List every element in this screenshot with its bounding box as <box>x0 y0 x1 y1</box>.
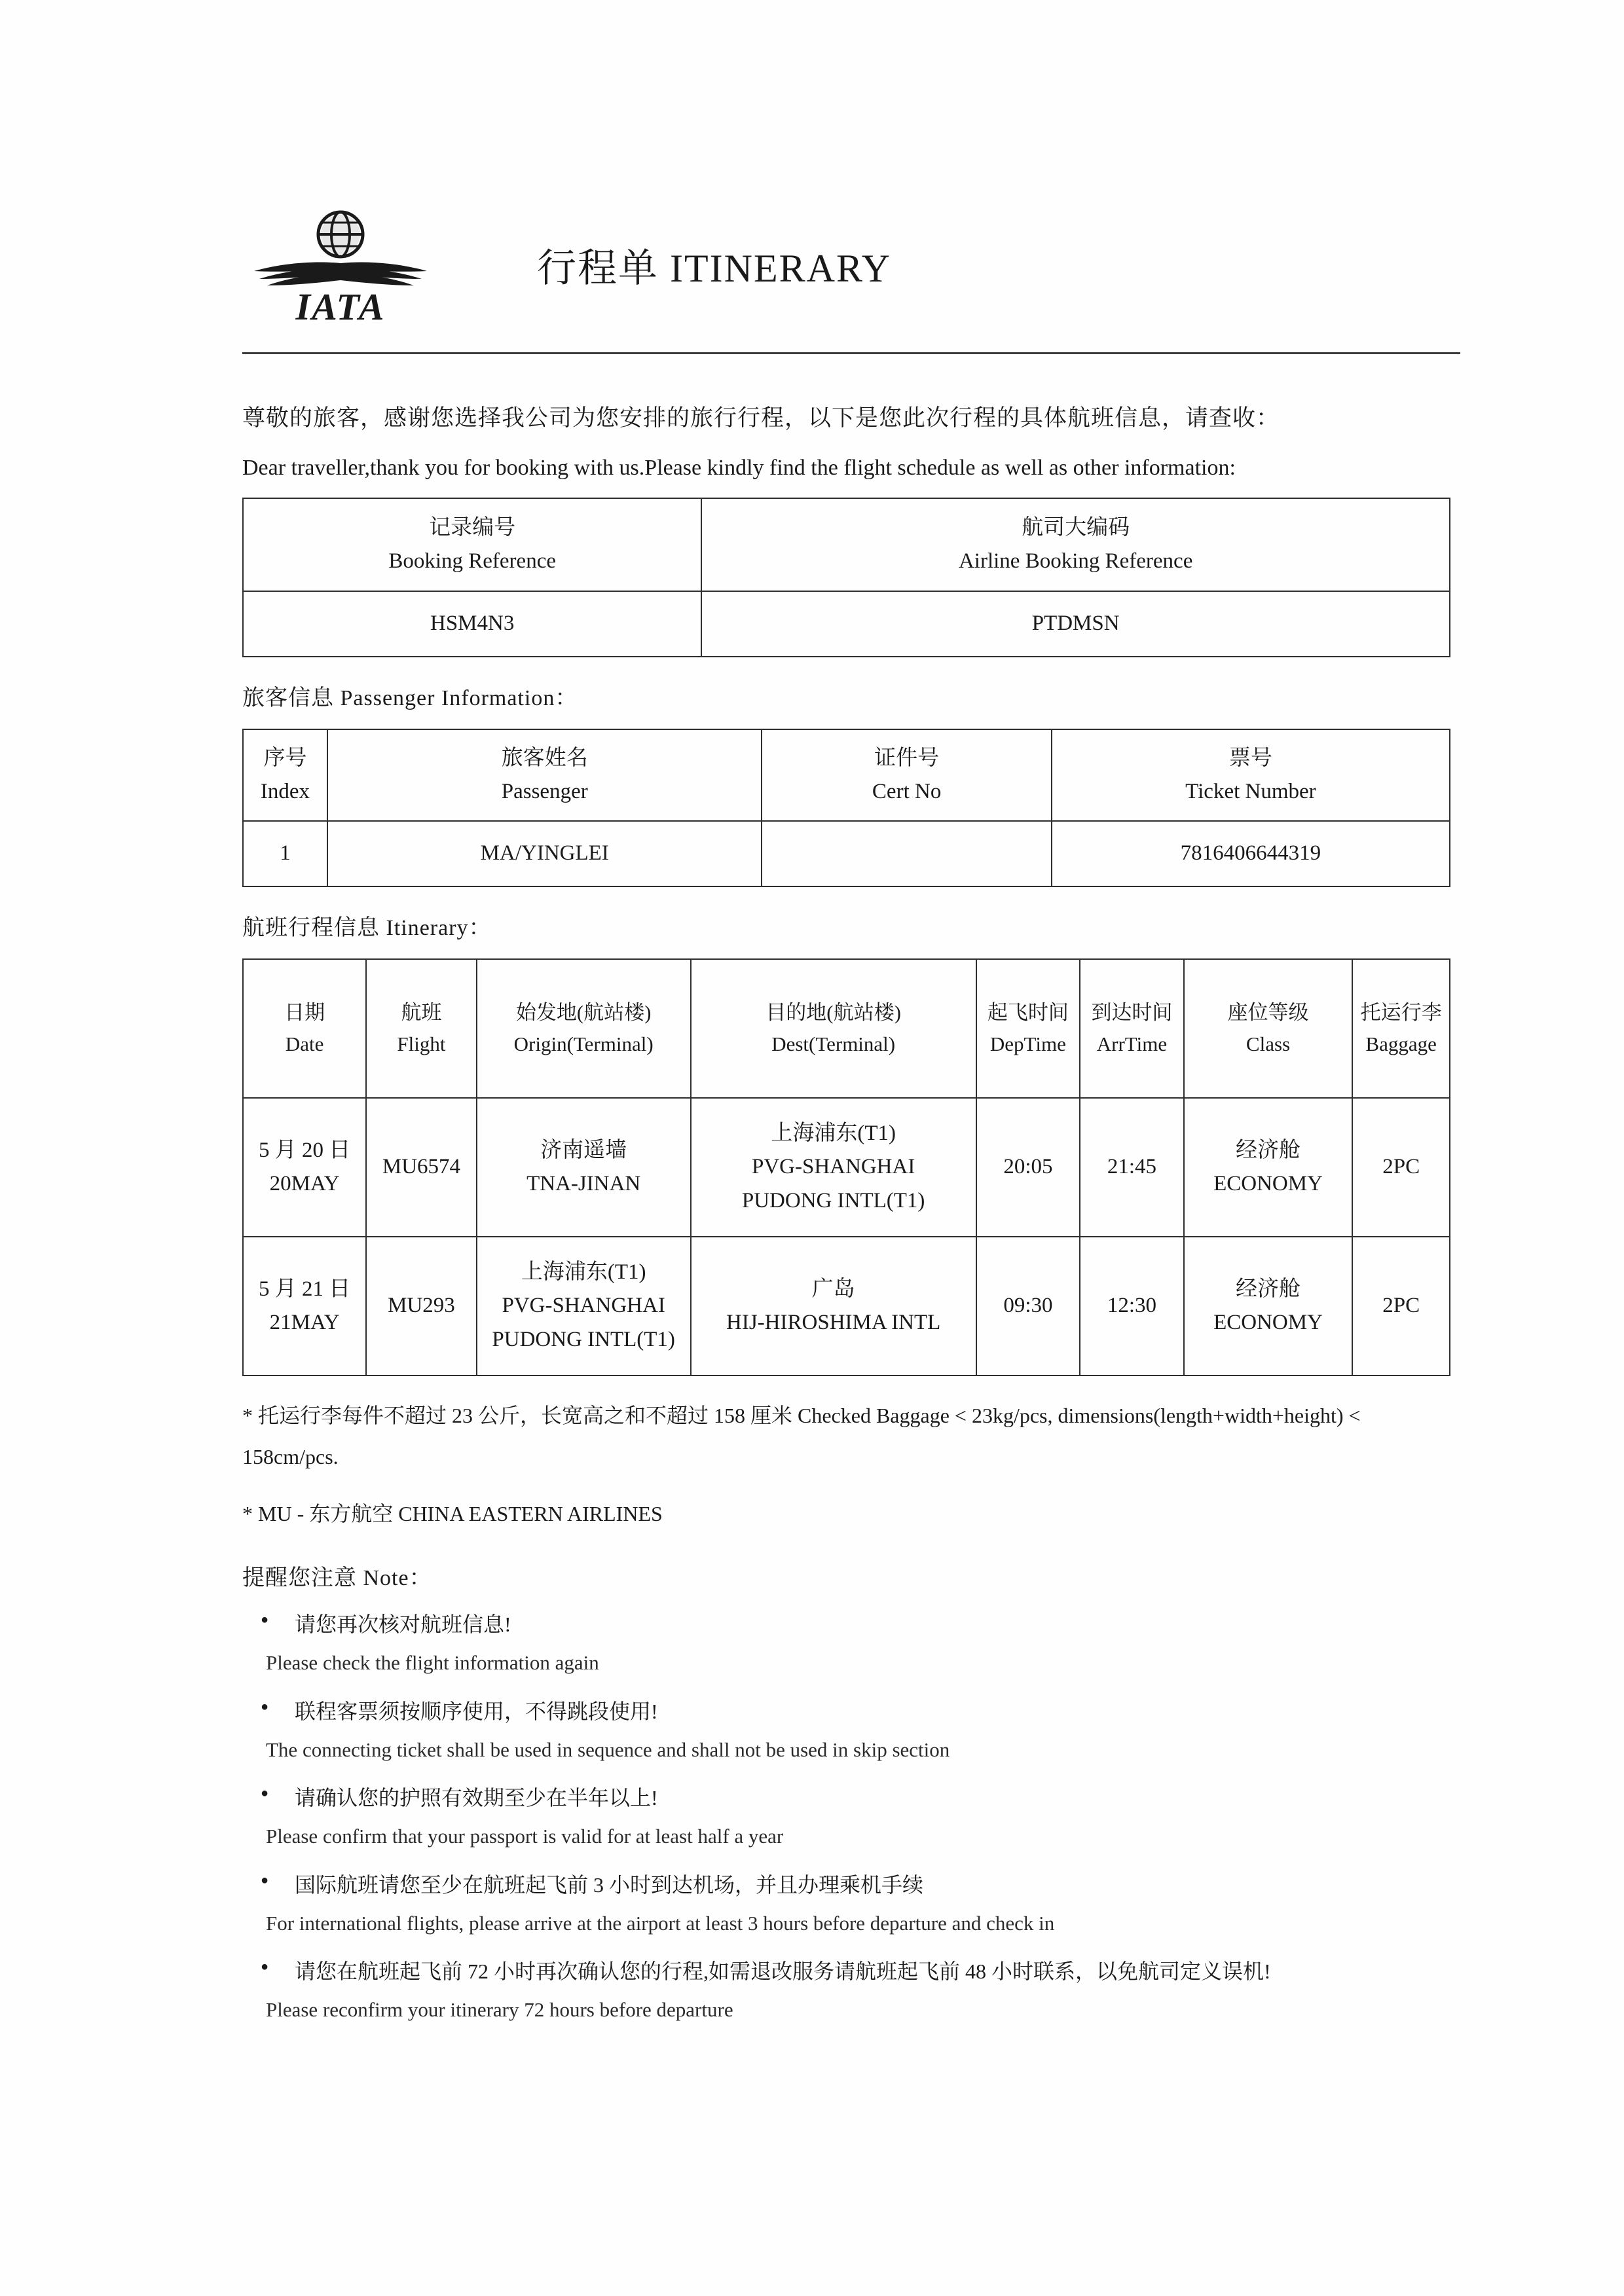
passenger-cert-header <box>762 729 1051 821</box>
itinerary-origin-en2: PUDONG INTL(T1) <box>492 1327 675 1351</box>
itinerary-origin-cell <box>477 1237 691 1376</box>
itinerary-date-cn: 5 月 20 日 <box>259 1138 351 1162</box>
itinerary-date-header-en: Date <box>285 1032 324 1055</box>
passenger-cert-header-cn: 证件号 <box>874 746 940 770</box>
list-item <box>242 1696 1460 1766</box>
itinerary-arrtime-header-en: ArrTime <box>1096 1032 1168 1055</box>
list-item <box>242 1609 1460 1679</box>
itinerary-deptime-cell: 20:05 <box>976 1098 1080 1237</box>
itinerary-date-en: 20MAY <box>269 1172 340 1195</box>
itinerary-dest-header-cn: 目的地(航站楼) <box>766 1000 901 1024</box>
note-english: Please confirm that your passport is valid for at least half a year <box>266 1825 784 1848</box>
note-chinese: ● 请您再次核对航班信息! <box>242 1609 1460 1640</box>
passenger-index-header-en: Index <box>260 780 310 803</box>
iata-logo <box>242 203 439 327</box>
booking-reference-header-en: Booking Reference <box>388 549 556 573</box>
notes-list <box>242 1609 1460 2026</box>
itinerary-flight-header <box>366 959 476 1098</box>
title-wrap <box>439 237 1460 293</box>
booking-reference-table <box>242 498 1450 657</box>
itinerary-class-cn: 经济舱 <box>1236 1138 1301 1162</box>
itinerary-arrtime-header <box>1080 959 1184 1098</box>
passenger-table <box>242 729 1450 887</box>
note-chinese: ● 请确认您的护照有效期至少在半年以上! <box>242 1782 1460 1813</box>
header-divider <box>242 352 1460 354</box>
itinerary-deptime-header <box>976 959 1080 1098</box>
itinerary-class-cn: 经济舱 <box>1236 1277 1301 1301</box>
passenger-name-header-cn: 旅客姓名 <box>501 746 588 770</box>
itinerary-origin-header <box>477 959 691 1098</box>
itinerary-origin-header-en: Origin(Terminal) <box>513 1032 654 1055</box>
itinerary-dest-header <box>691 959 976 1098</box>
airline-booking-reference-header-en: Airline Booking Reference <box>958 549 1193 573</box>
svg-text:IATA: IATA <box>295 285 386 327</box>
note-english: Please check the flight information again <box>266 1651 599 1675</box>
greeting-chinese: 尊敬的旅客，感谢您选择我公司为您安排的旅行行程，以下是您此次行程的具体航班信息，请查收： <box>242 405 1280 431</box>
itinerary-baggage-cell: 2PC <box>1352 1098 1450 1237</box>
notes-heading: 提醒您注意 Note： <box>242 1566 432 1591</box>
globe-wings-icon <box>242 203 439 327</box>
airline-booking-reference-header-cn: 航司大编码 <box>1022 515 1130 539</box>
itinerary-flight-header-en: Flight <box>397 1032 446 1055</box>
itinerary-baggage-header-en: Baggage <box>1365 1032 1437 1055</box>
itinerary-arrtime-cell: 21:45 <box>1080 1098 1184 1237</box>
booking-reference-header-cn: 记录编号 <box>429 515 516 539</box>
itinerary-flight-header-cn: 航班 <box>401 1000 442 1024</box>
list-item <box>242 1782 1460 1852</box>
airline-booking-reference-value: PTDMSN <box>701 591 1450 657</box>
itinerary-class-cell <box>1184 1237 1353 1376</box>
itinerary-class-header-en: Class <box>1246 1032 1291 1055</box>
itinerary-arrtime-header-cn: 到达时间 <box>1091 1000 1173 1024</box>
itinerary-deptime-header-en: DepTime <box>989 1032 1066 1055</box>
note-english: The connecting ticket shall be used in sequence and shall not be used in skip section <box>266 1738 950 1761</box>
passenger-name-header-en: Passenger <box>501 780 588 803</box>
passenger-cert-value <box>762 821 1051 886</box>
table-header-row <box>243 729 1450 821</box>
itinerary-flight-cell: MU293 <box>366 1237 476 1376</box>
baggage-footnote-line-1: * 托运行李每件不超过 23 公斤，长宽高之和不超过 158 厘米 Checked Baggage < 23kg/pcs, dimensions(length+width+height) < <box>242 1404 1361 1427</box>
list-item <box>242 1869 1460 1939</box>
note-chinese: ● 联程客票须按顺序使用，不得跳段使用! <box>242 1696 1460 1727</box>
itinerary-dest-cell <box>691 1098 976 1237</box>
itinerary-table <box>242 958 1450 1376</box>
itinerary-origin-cn: 济南遥墙 <box>540 1138 627 1162</box>
itinerary-class-header-cn: 座位等级 <box>1227 1000 1309 1024</box>
booking-reference-header <box>243 498 701 591</box>
itinerary-origin-cn: 上海浦东(T1) <box>521 1260 646 1285</box>
passenger-ticket-value: 7816406644319 <box>1052 821 1450 886</box>
itinerary-dest-en: HIJ-HIROSHIMA INTL <box>726 1311 941 1334</box>
itinerary-class-en: ECONOMY <box>1213 1172 1323 1195</box>
booking-reference-value: HSM4N3 <box>243 591 701 657</box>
note-chinese: ● 国际航班请您至少在航班起飞前 3 小时到达机场，并且办理乘机手续 <box>242 1869 1460 1901</box>
passenger-ticket-header-en: Ticket Number <box>1185 780 1316 803</box>
itinerary-dest-header-en: Dest(Terminal) <box>771 1032 896 1055</box>
airline-booking-reference-header <box>701 498 1450 591</box>
note-chinese: ● 请您在航班起飞前 72 小时再次确认您的行程,如需退改服务请航班起飞前 48 小时联系，以免航司定义误机! <box>242 1956 1460 1987</box>
itinerary-dest-cn: 广岛 <box>811 1277 855 1301</box>
itinerary-flight-cell: MU6574 <box>366 1098 476 1237</box>
table-header-row <box>243 959 1450 1098</box>
page-title: 行程单 ITINERARY <box>537 247 891 290</box>
itinerary-dest-en2: PUDONG INTL(T1) <box>741 1188 925 1212</box>
itinerary-date-cn: 5 月 21 日 <box>259 1277 351 1301</box>
itinerary-date-header-cn: 日期 <box>284 1000 325 1024</box>
table-row <box>243 1237 1450 1376</box>
table-row <box>243 1098 1450 1237</box>
itinerary-deptime-cell: 09:30 <box>976 1237 1080 1376</box>
itinerary-origin-cell <box>477 1098 691 1237</box>
itinerary-date-en: 21MAY <box>269 1311 340 1334</box>
itinerary-section-label: 航班行程信息 Itinerary： <box>242 916 492 940</box>
itinerary-baggage-cell: 2PC <box>1352 1237 1450 1376</box>
document-content <box>242 190 1460 2026</box>
table-row <box>243 591 1450 657</box>
passenger-cert-header-en: Cert No <box>872 780 942 803</box>
itinerary-dest-en: PVG-SHANGHAI <box>751 1155 915 1179</box>
itinerary-date-cell <box>243 1098 366 1237</box>
itinerary-origin-en: PVG-SHANGHAI <box>502 1294 665 1318</box>
passenger-ticket-header-cn: 票号 <box>1228 746 1272 770</box>
itinerary-arrtime-cell: 12:30 <box>1080 1237 1184 1376</box>
itinerary-deptime-header-cn: 起飞时间 <box>987 1000 1069 1024</box>
itinerary-class-cell <box>1184 1098 1353 1237</box>
greeting-english: Dear traveller,thank you for booking with us.Please kindly find the flight schedule as well as other information: <box>242 456 1236 480</box>
itinerary-dest-cn: 上海浦东(T1) <box>771 1121 896 1146</box>
passenger-index-value: 1 <box>243 821 327 886</box>
baggage-footnote-line-2: 158cm/pcs. <box>242 1444 339 1468</box>
table-header-row <box>243 498 1450 591</box>
passenger-ticket-header <box>1052 729 1450 821</box>
airline-footnote: * MU - 东方航空 CHINA EASTERN AIRLINES <box>242 1501 663 1525</box>
itinerary-origin-en: TNA-JINAN <box>526 1172 641 1195</box>
itinerary-class-header <box>1184 959 1353 1098</box>
passenger-index-header <box>243 729 327 821</box>
itinerary-dest-cell <box>691 1237 976 1376</box>
itinerary-baggage-header-cn: 托运行李 <box>1360 1000 1442 1024</box>
itinerary-baggage-header <box>1352 959 1450 1098</box>
document-header <box>242 190 1460 340</box>
passenger-name-value: MA/YINGLEI <box>327 821 762 886</box>
passenger-index-header-cn: 序号 <box>263 746 307 770</box>
list-item <box>242 1956 1460 2026</box>
table-row <box>243 821 1450 886</box>
note-english: Please reconfirm your itinerary 72 hours before departure <box>266 1998 733 2022</box>
note-english: For international flights, please arrive at the airport at least 3 hours before departure and check in <box>266 1911 1055 1935</box>
passenger-name-header <box>327 729 762 821</box>
itinerary-class-en: ECONOMY <box>1213 1311 1323 1334</box>
itinerary-date-header <box>243 959 366 1098</box>
itinerary-origin-header-cn: 始发地(航站楼) <box>515 1000 652 1024</box>
itinerary-date-cell <box>243 1237 366 1376</box>
passenger-section-label: 旅客信息 Passenger Information： <box>242 686 578 710</box>
